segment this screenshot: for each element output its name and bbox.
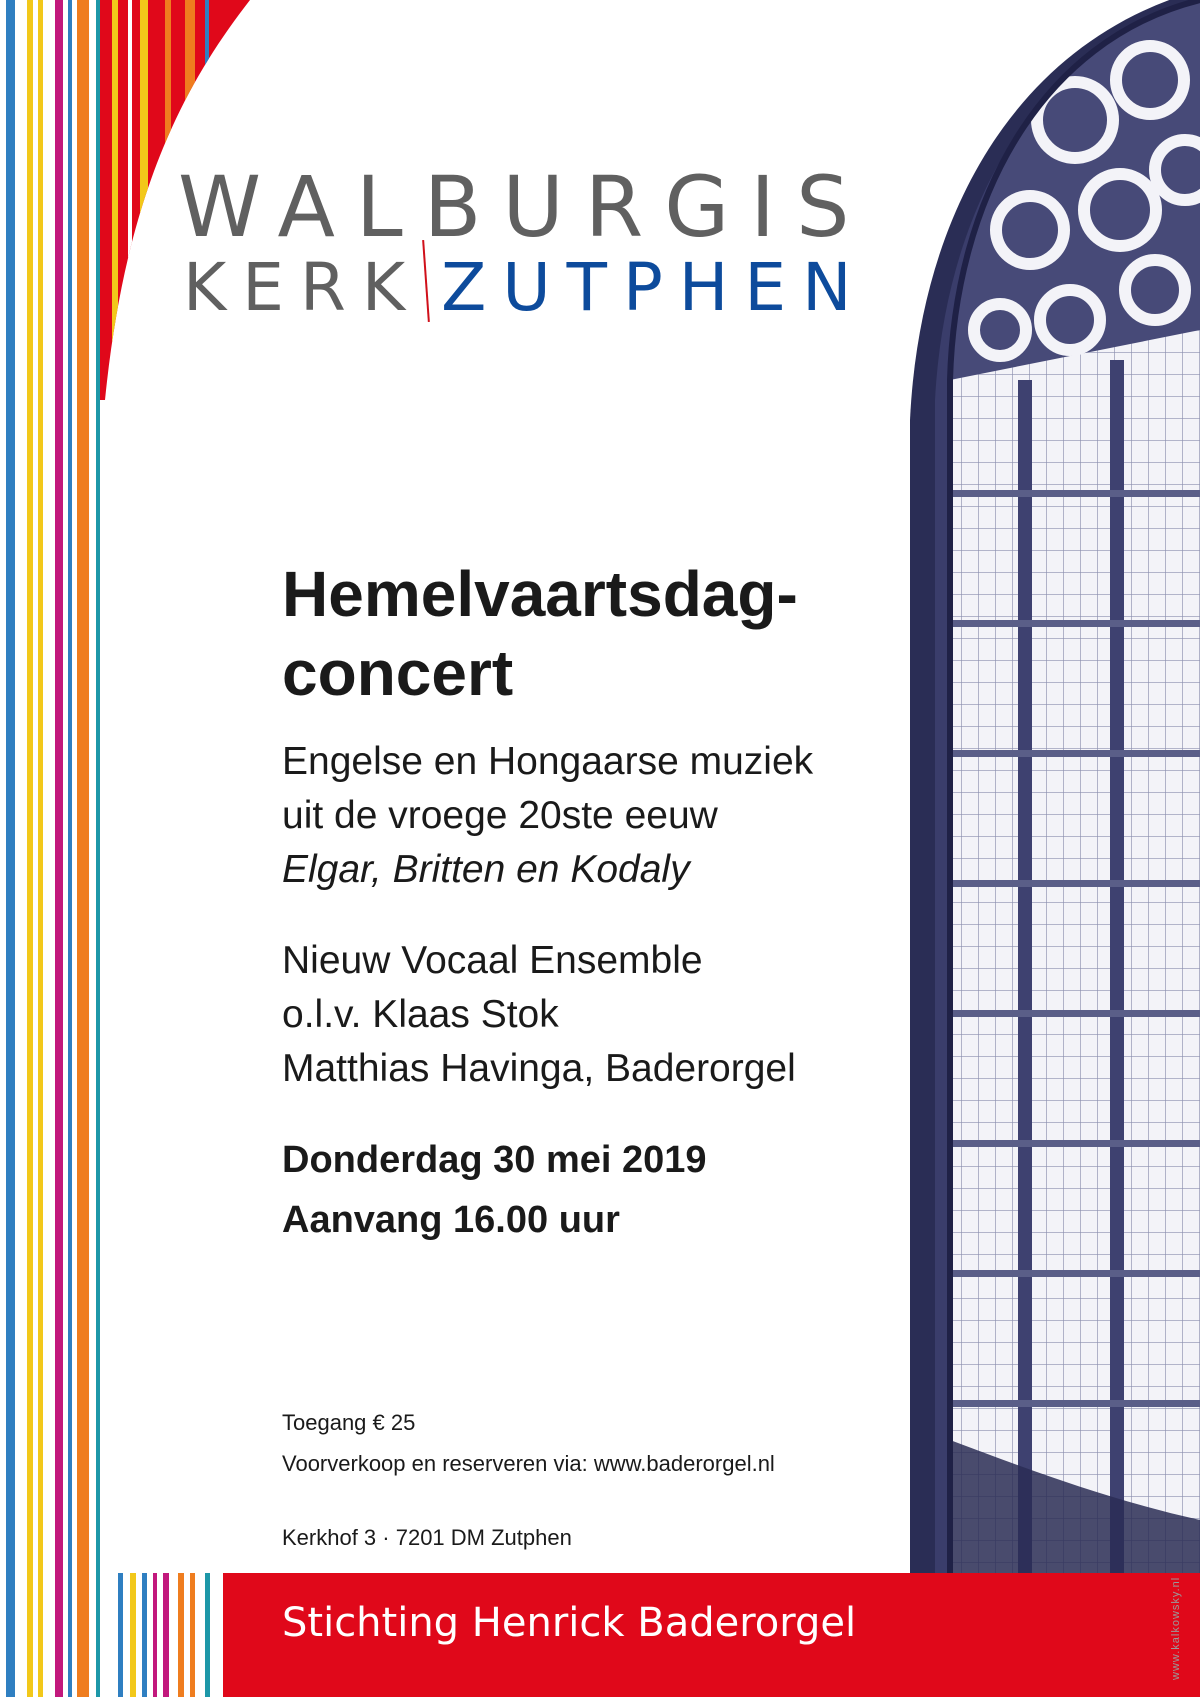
presale-text: Voorverkoop en reserveren via: www.baderorgel.nl (282, 1451, 775, 1476)
organizer-name: Stichting Henrick Baderorgel (282, 1600, 857, 1646)
event-date: Donderdag 30 mei 2019 (282, 1139, 707, 1181)
description-line1: Engelse en Hongaarse muziek (282, 740, 814, 783)
church-window-image (910, 0, 1200, 1573)
composers: Elgar, Britten en Kodaly (282, 848, 690, 891)
logo-kerk-zutphen (183, 240, 868, 326)
logo-separator (422, 240, 430, 322)
logo-zutphen: ZUTPHEN (441, 249, 868, 326)
bottom-stripe-band (110, 1573, 223, 1697)
logo-walburgis: WALBURGIS (178, 158, 871, 256)
address-text: Kerkhof 3 · 7201 DM Zutphen (282, 1525, 572, 1550)
event-title-line2: concert (282, 637, 514, 709)
performers-line2: o.l.v. Klaas Stok (282, 993, 559, 1036)
designer-credit: www.kalkowsky.nl (1170, 1576, 1182, 1680)
performers-line1: Nieuw Vocaal Ensemble (282, 939, 703, 982)
event-title-line1: Hemelvaartsdag- (282, 558, 798, 630)
left-stripe-band (0, 0, 110, 1697)
event-when (282, 1130, 922, 1250)
admission-text: Toegang € 25 (282, 1410, 416, 1435)
performers (282, 934, 922, 1096)
performers-line3: Matthias Havinga, Baderorgel (282, 1047, 796, 1090)
event-start-time: Aanvang 16.00 uur (282, 1199, 620, 1241)
event-title (282, 555, 922, 713)
event-description (282, 735, 922, 897)
logo-kerk: KERK (183, 249, 422, 326)
event-content (282, 555, 922, 1250)
description-line2: uit de vroege 20ste eeuw (282, 794, 718, 837)
